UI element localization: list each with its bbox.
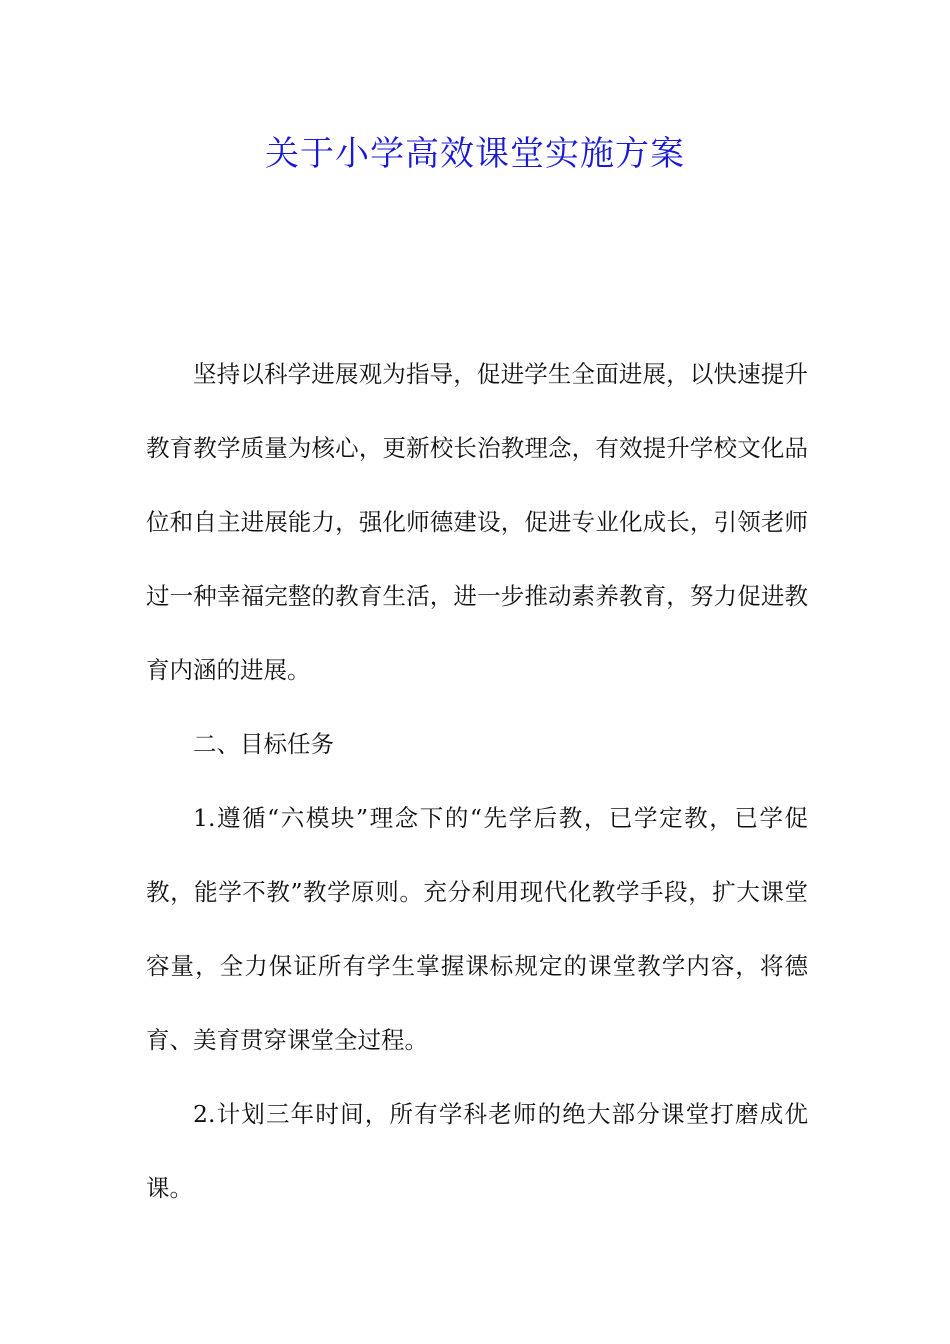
goal-item-2: 2.计划三年时间，所有学科老师的绝大部分课堂打磨成优课。 bbox=[146, 1100, 808, 1202]
document-body bbox=[146, 337, 808, 1225]
section-heading-goals: 二、目标任务 bbox=[193, 730, 334, 758]
goal-item-1: 1.遵循“六模块”理念下的“先学后教，已学定教，已学促教，能学不教”教学原则。充分利用现代化教学手段，扩大课堂容量，全力保证所有学生掌握课标规定的课堂教学内容，将德育、美育贯穿课堂全过程。 bbox=[146, 804, 808, 1054]
document-title: 关于小学高效课堂实施方案 bbox=[265, 134, 685, 174]
intro-paragraph: 坚持以科学进展观为指导，促进学生全面进展，以快速提升教育教学质量为核心，更新校长治教理念，有效提升学校文化品位和自主进展能力，强化师德建设，促进专业化成长，引领老师过一种幸福完整的教育生活，进一步推动素养教育，努力促进教育内涵的进展。 bbox=[146, 360, 808, 684]
